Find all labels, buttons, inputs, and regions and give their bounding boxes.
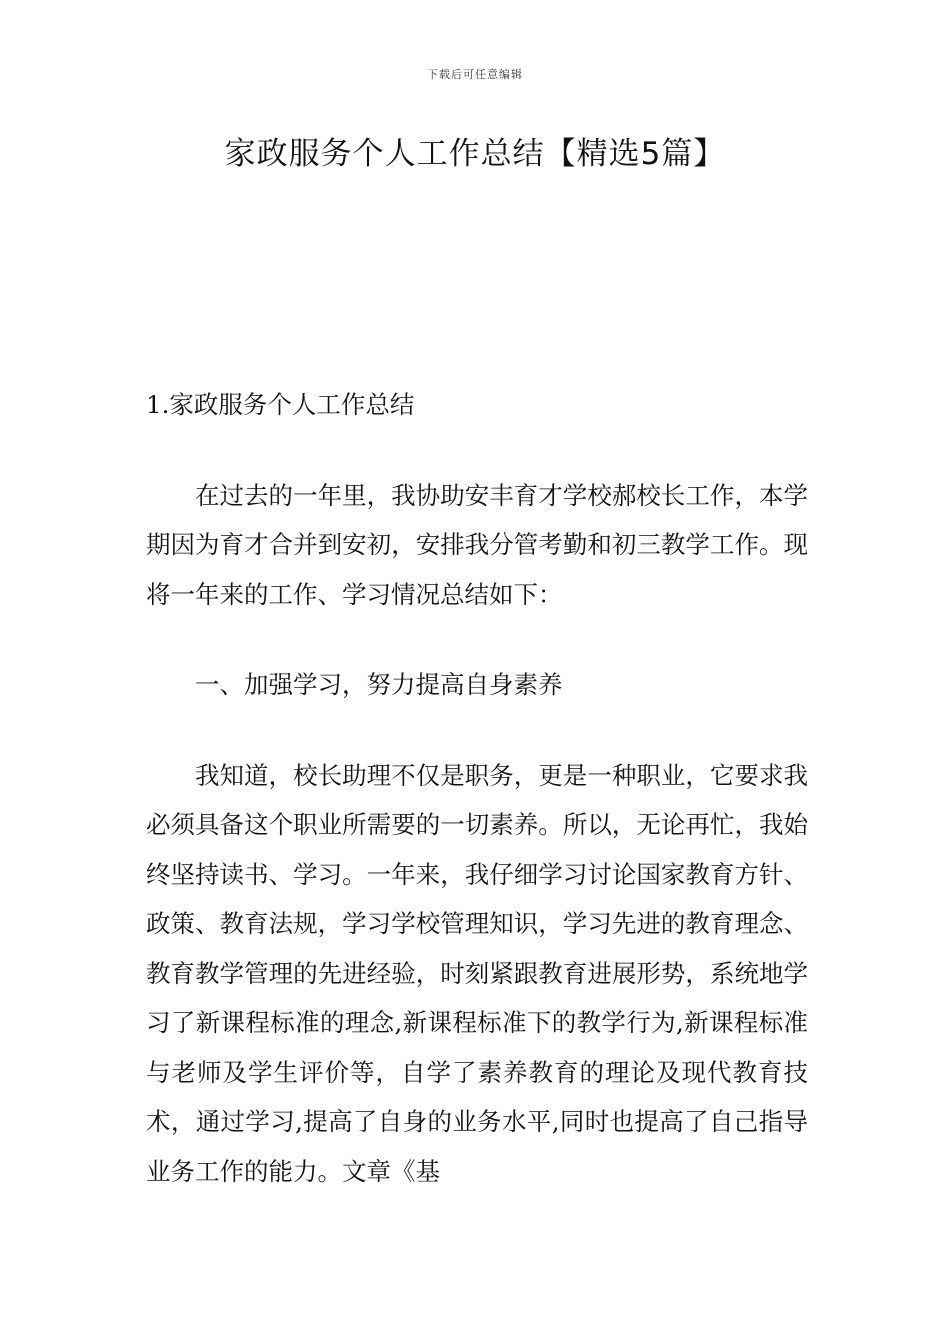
paragraph-intro: 在过去的一年里，我协助安丰育才学校郝校长工作，本学期因为育才合并到安初，安排我分管考勤和初三教学工作。现将一年来的工作、学习情况总结如下： bbox=[146, 480, 808, 609]
document-title: 家政服务个人工作总结【精选5篇】 bbox=[224, 136, 726, 172]
section-heading: 1.家政服务个人工作总结 bbox=[146, 390, 415, 419]
document-body bbox=[146, 380, 808, 1237]
paragraph-study: 我知道，校长助理不仅是职务，更是一种职业，它要求我必须具备这个职业所需要的一切素养。所以，无论再忙，我始终坚持读书、学习。一年来，我仔细学习讨论国家教育方针、政策、教育法规，学习学校管理知识，学习先进的教育理念、教育教学管理的先进经验，时刻紧跟教育进展形势，系统地学习了新课程标准的理念,新课程标准下的教学行为,新课程标准与老师及学生评价等，自学了素养教育的理论及现代教育技术，通过学习,提高了自身的业务水平,同时也提高了自己指导业务工作的能力。文章《基 bbox=[146, 760, 808, 1186]
subheading-study: 一、加强学习，努力提高自身素养 bbox=[195, 670, 563, 699]
header-note: 下载后可任意编辑 bbox=[427, 68, 523, 81]
